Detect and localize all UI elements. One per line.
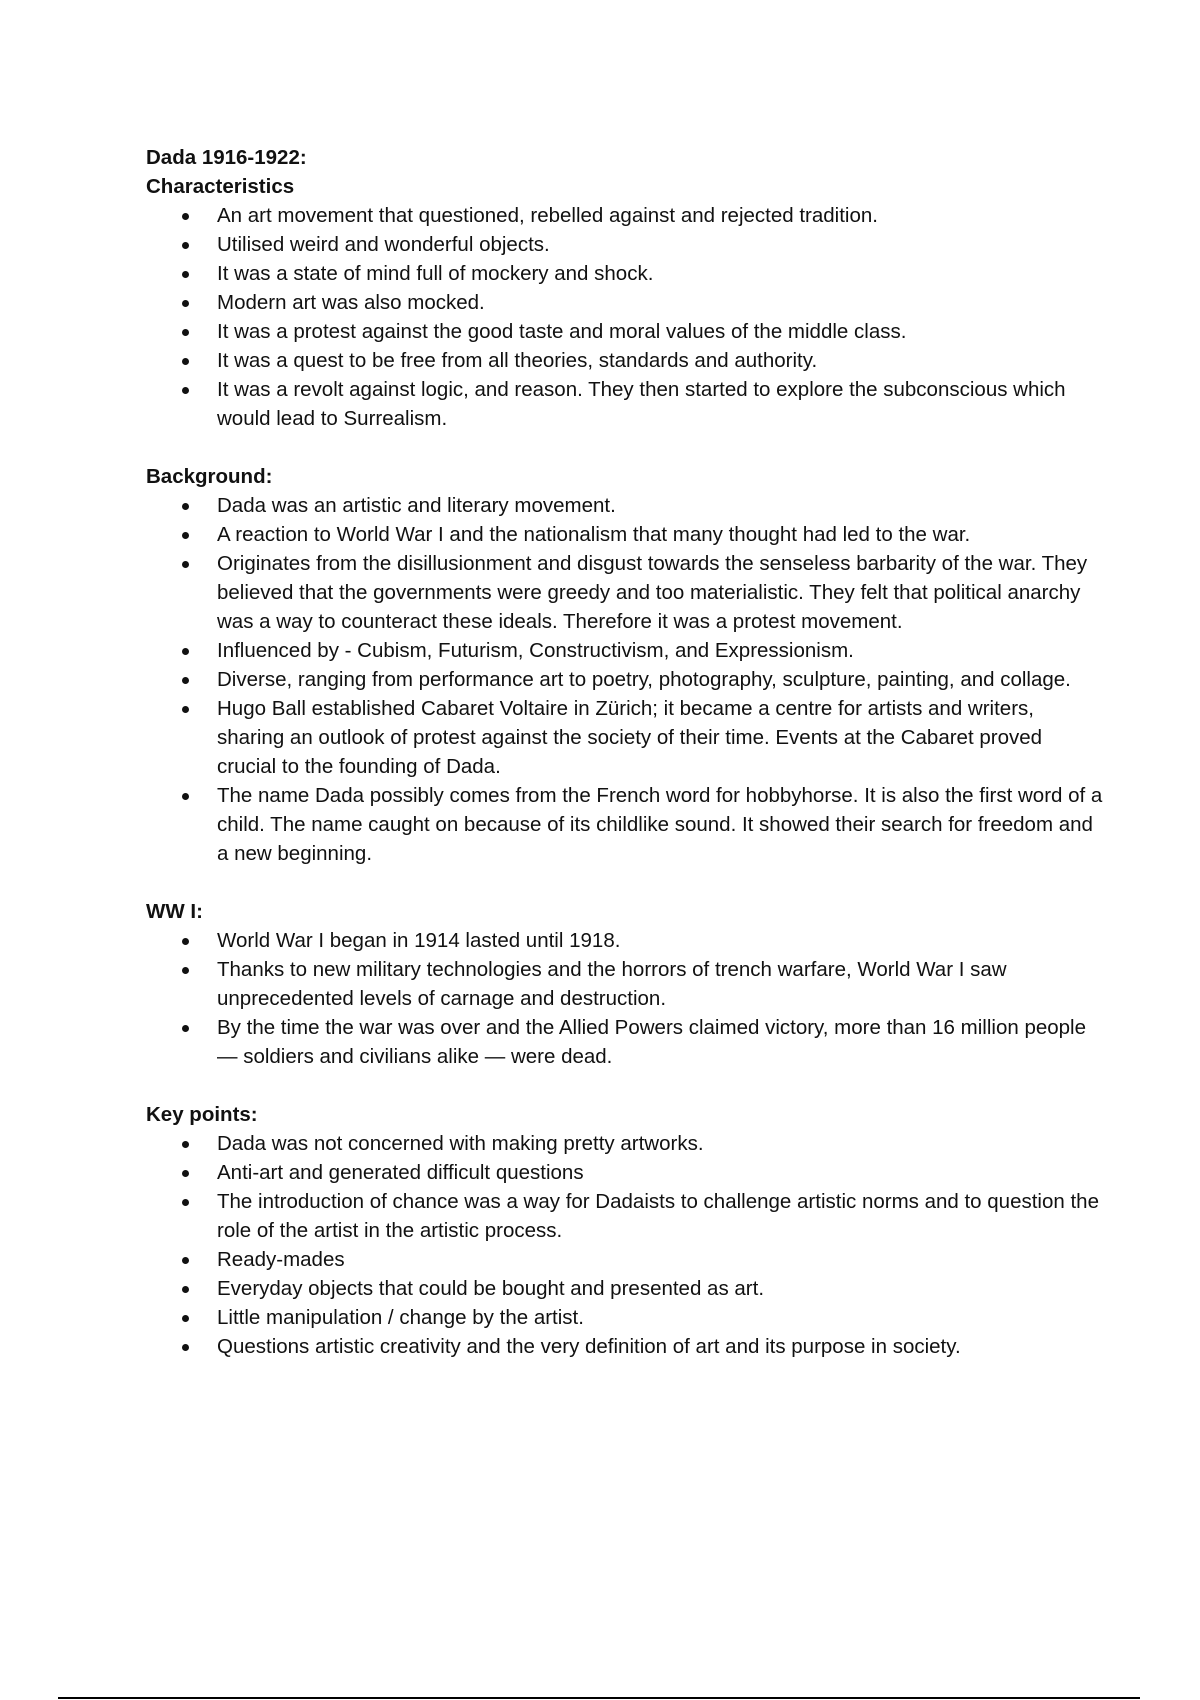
section-heading: WW I: <box>146 900 203 923</box>
bullet-item: World War I began in 1914 lasted until 1918. <box>217 926 1106 955</box>
bullet-item: It was a state of mind full of mockery and shock. <box>217 259 1106 288</box>
section-background <box>146 462 1106 868</box>
page-bottom-divider <box>58 1697 1140 1699</box>
bullet-item: Little manipulation / change by the artist. <box>217 1303 1106 1332</box>
section-heading: Background: <box>146 465 273 488</box>
bullet-item: The introduction of chance was a way for Dadaists to challenge artistic norms and to question the role of the artist in the artistic process. <box>217 1187 1106 1245</box>
section-heading: Characteristics <box>146 175 295 198</box>
bullet-item: Everyday objects that could be bought and presented as art. <box>217 1274 1106 1303</box>
section-heading: Key points: <box>146 1103 258 1126</box>
bullet-item: Diverse, ranging from performance art to poetry, photography, sculpture, painting, and collage. <box>217 665 1106 694</box>
bullet-list <box>146 926 1106 1071</box>
bullet-item: It was a protest against the good taste and moral values of the middle class. <box>217 317 1106 346</box>
bullet-item: The name Dada possibly comes from the French word for hobbyhorse. It is also the first word of a child. The name caught on because of its childlike sound. It showed their search for freedom and a new beginning. <box>217 781 1106 868</box>
section-key-points <box>146 1100 1106 1361</box>
bullet-item: Thanks to new military technologies and the horrors of trench warfare, World War I saw unprecedented levels of carnage and destruction. <box>217 955 1106 1013</box>
bullet-list <box>146 201 1106 433</box>
bullet-item: Questions artistic creativity and the very definition of art and its purpose in society. <box>217 1332 1106 1361</box>
document-title: Dada 1916-1922: <box>146 146 307 169</box>
bullet-item: Utilised weird and wonderful objects. <box>217 230 1106 259</box>
bullet-list <box>146 491 1106 868</box>
document-page <box>146 143 1106 1361</box>
bullet-item: An art movement that questioned, rebelled against and rejected tradition. <box>217 201 1106 230</box>
bullet-item: Originates from the disillusionment and disgust towards the senseless barbarity of the war. They believed that the governments were greedy and too materialistic. They felt that political anarchy was a way to counteract these ideals. Therefore it was a protest movement. <box>217 549 1106 636</box>
bullet-item: Anti-art and generated difficult questions <box>217 1158 1106 1187</box>
bullet-item: A reaction to World War I and the nationalism that many thought had led to the war. <box>217 520 1106 549</box>
bullet-list <box>146 1129 1106 1361</box>
bullet-item: Dada was an artistic and literary movement. <box>217 491 1106 520</box>
bullet-item: By the time the war was over and the Allied Powers claimed victory, more than 16 million people — soldiers and civilians alike — were dead. <box>217 1013 1106 1071</box>
bullet-item: Dada was not concerned with making pretty artworks. <box>217 1129 1106 1158</box>
bullet-item: Modern art was also mocked. <box>217 288 1106 317</box>
bullet-item: Ready-mades <box>217 1245 1106 1274</box>
bullet-item: It was a revolt against logic, and reason. They then started to explore the subconscious which would lead to Surrealism. <box>217 375 1106 433</box>
bullet-item: It was a quest to be free from all theories, standards and authority. <box>217 346 1106 375</box>
section-characteristics <box>146 172 1106 433</box>
bullet-item: Influenced by - Cubism, Futurism, Constructivism, and Expressionism. <box>217 636 1106 665</box>
bullet-item: Hugo Ball established Cabaret Voltaire in Zürich; it became a centre for artists and writers, sharing an outlook of protest against the society of their time. Events at the Cabaret proved crucial to the founding of Dada. <box>217 694 1106 781</box>
section-ww1 <box>146 897 1106 1071</box>
